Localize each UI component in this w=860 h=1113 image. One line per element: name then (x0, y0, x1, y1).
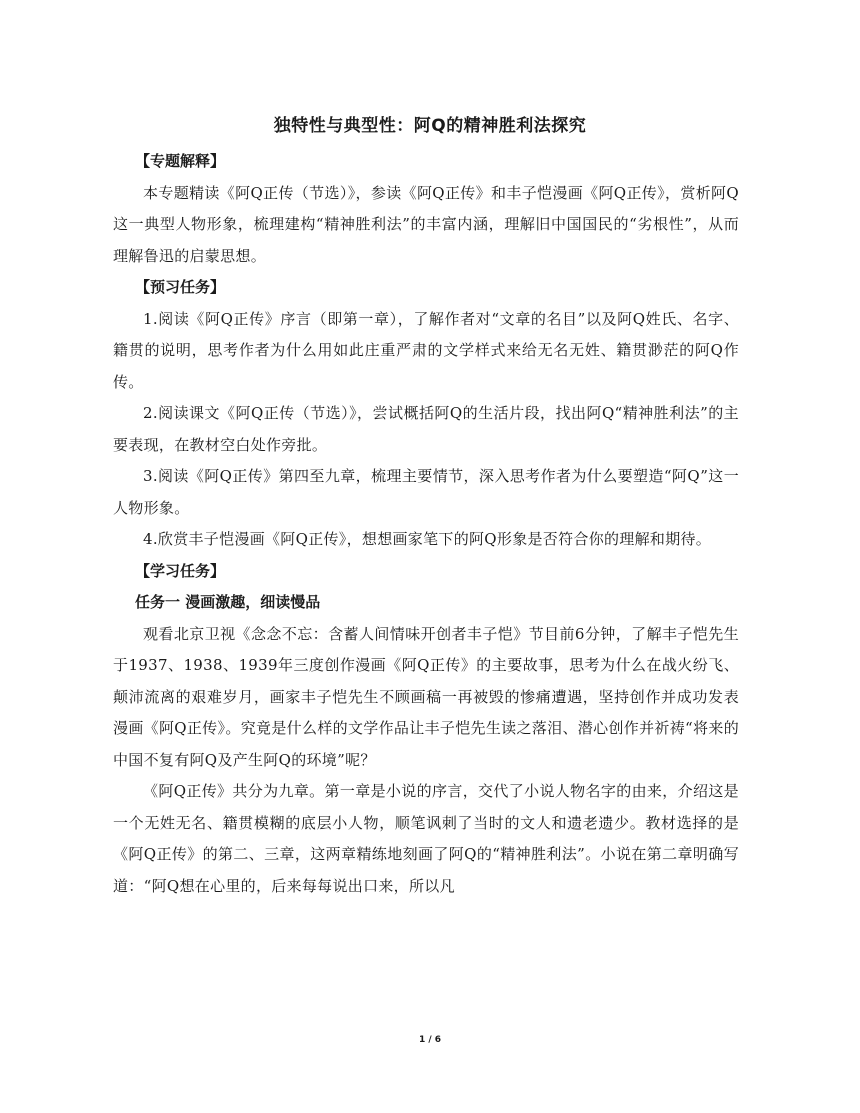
document-body (113, 146, 739, 902)
preview-item-1: 1.阅读《阿Q正传》序言（即第一章），了解作者对“文章的名目”以及阿Q姓氏、名字、籍贯的说明，思考作者为什么用如此庄重严肃的文学样式来给无名无姓、籍贯渺茫的阿Q作传。 (113, 309, 739, 391)
task1-heading: 任务一 漫画激趣，细读慢品 (135, 593, 321, 611)
page-number: 1 / 6 (418, 1035, 442, 1045)
section-heading-learning: 【学习任务】 (135, 561, 226, 580)
section-heading-interpretation: 【专题解释】 (135, 152, 226, 170)
section-heading-preview: 【预习任务】 (135, 278, 226, 296)
document-title: 独特性与典型性：阿Q的精神胜利法探究 (273, 116, 587, 136)
preview-item-3: 3.阅读《阿Q正传》第四至九章，梳理主要情节，深入思考作者为什么要塑造“阿Q”这一人物形象。 (113, 467, 739, 517)
interpretation-paragraph: 本专题精读《阿Q正传（节选）》，参读《阿Q正传》和丰子恺漫画《阿Q正传》，赏析阿Q这一典型人物形象，梳理建构“精神胜利法”的丰富内涵，理解旧中国国民的“劣根性”，从而理解鲁迅的启蒙思想。 (113, 183, 739, 265)
preview-item-4: 4.欣赏丰子恺漫画《阿Q正传》，想想画家笔下的阿Q形象是否符合你的理解和期待。 (143, 530, 712, 548)
task1-paragraph-2: 《阿Q正传》共分为九章。第一章是小说的序言，交代了小说人物名字的由来，介绍这是一个无姓无名、籍贯模糊的底层小人物，顺笔讽刺了当时的文人和遗老遗少。教材选择的是《阿Q正传》的第二、三章，这两章精练地刻画了阿Q的“精神胜利法”。小说在第二章明确写道：“阿Q想在心里的，后来每每说出口来，所以凡 (113, 782, 739, 895)
preview-item-2: 2.阅读课文《阿Q正传（节选）》，尝试概括阿Q的生活片段，找出阿Q“精神胜利法”的主要表现，在教材空白处作旁批。 (113, 404, 739, 454)
task1-paragraph-1: 观看北京卫视《念念不忘：含蓄人间情味开创者丰子恺》节目前6分钟，了解丰子恺先生于1937、1938、1939年三度创作漫画《阿Q正传》的主要故事，思考为什么在战火纷飞、颠沛流离的艰难岁月，画家丰子恺先生不顾画稿一再被毁的惨痛遭遇，坚持创作并成功发表漫画《阿Q正传》。究竟是什么样的文学作品让丰子恺先生读之落泪、潜心创作并祈祷“将来的中国不复有阿Q及产生阿Q的环境”呢？ (113, 624, 739, 769)
